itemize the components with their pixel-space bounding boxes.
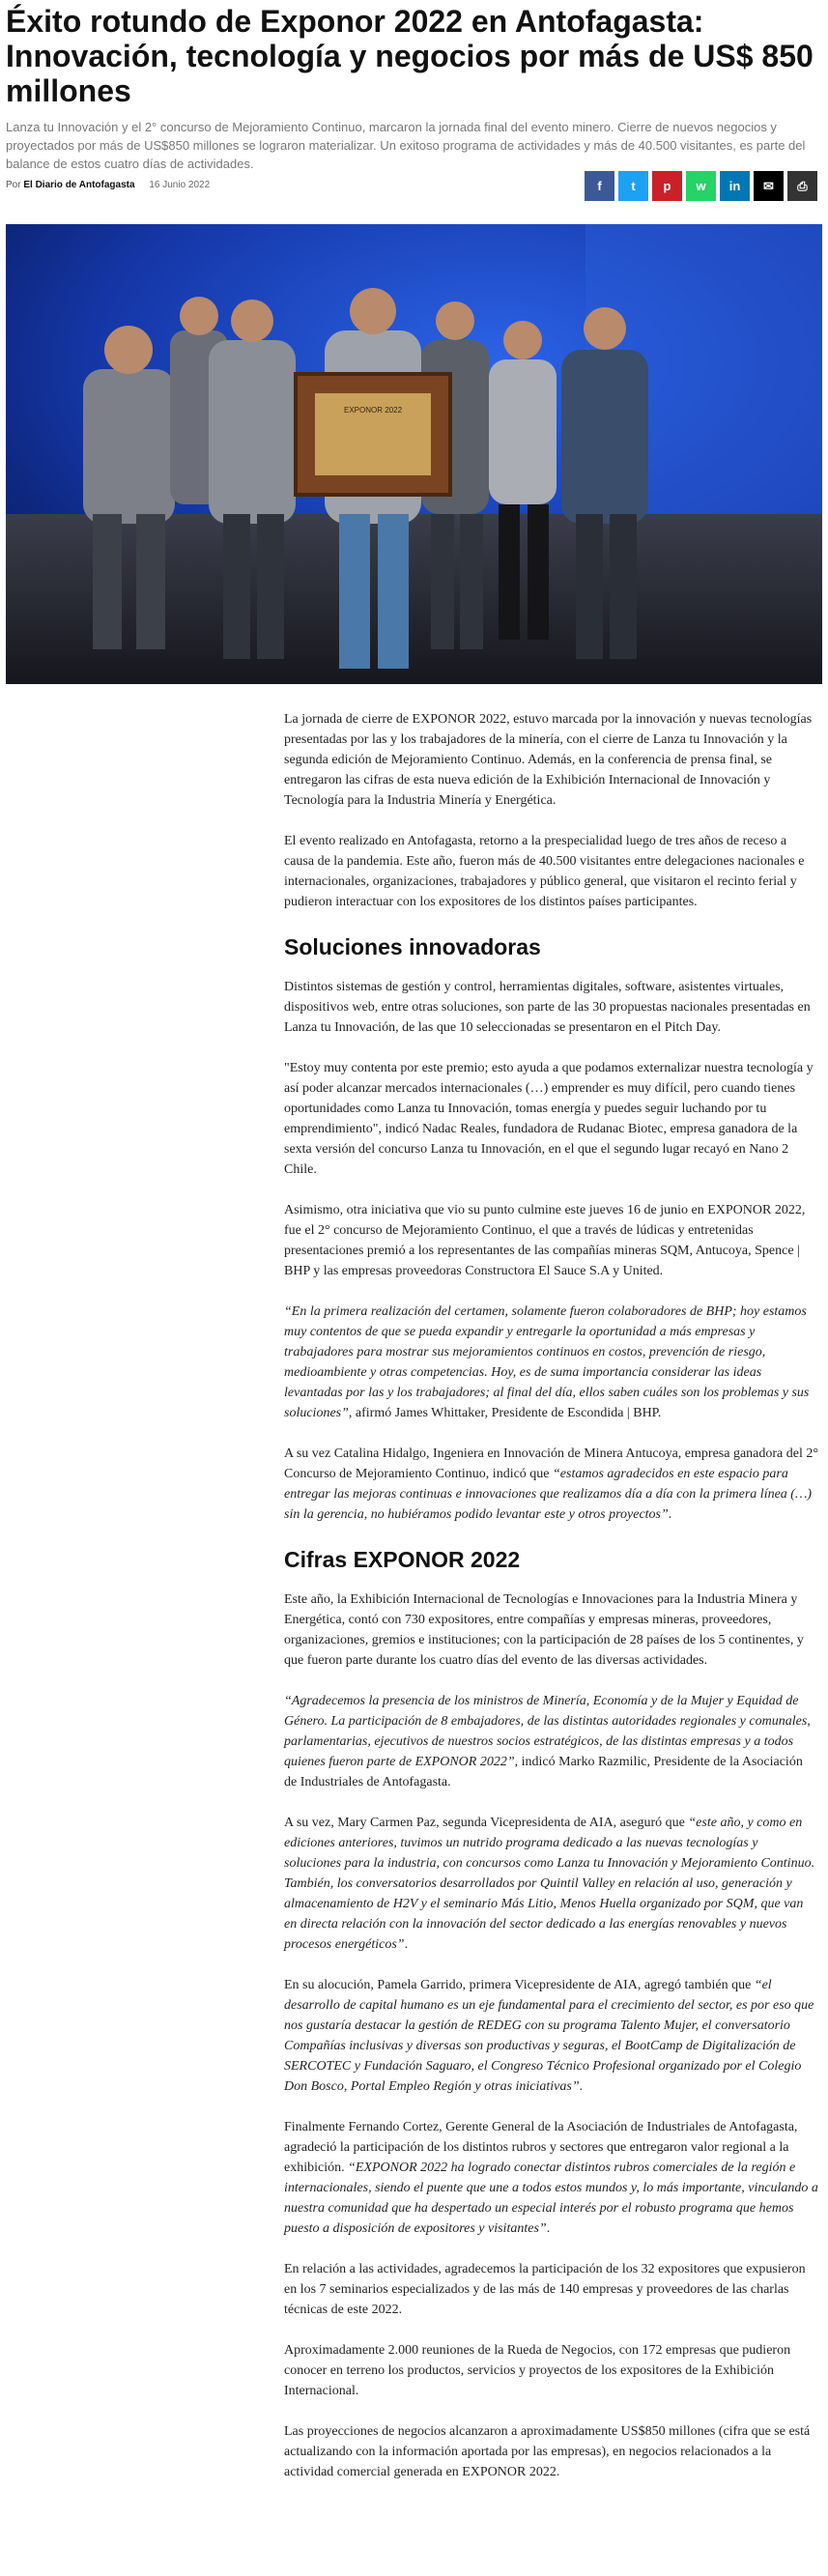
article-meta bbox=[6, 180, 210, 190]
paragraph-lead: A su vez, Mary Carmen Paz, segunda Vicepresidenta de AIA, aseguró que bbox=[284, 1816, 689, 1830]
paragraph bbox=[284, 2117, 818, 2239]
pinterest-icon[interactable]: p bbox=[652, 171, 682, 201]
quote: “el desarrollo de capital humano es un eje fundamental para el crecimiento del sector, es por eso que nos gustaría destacar la gestión de REDEG con su programa Talento Mujer, el conversatorio Compañías inclusivas y diversas son productivas y seguras, el BootCamp de Digitalización de SERCOTEC y Fundación Saguaro, el Congreso Técnico Profesional organizado por el Colegio Don Bosco, Portal Empleo Región y otras iniciativas” bbox=[284, 1978, 814, 2094]
byline-prefix: Por bbox=[6, 180, 21, 190]
quote-attribution: , indicó Marko Razmilic, Presidente de la Asociación de Industriales de Antofagasta. bbox=[284, 1755, 803, 1789]
paragraph bbox=[284, 1691, 818, 1792]
article-subtitle: Lanza tu Innovación y el 2° concurso de Mejoramiento Continuo, marcaron la jornada final del evento minero. Cierre de nuevos negocios y proyectados por más de US$850 millones se lograron materializar. Un exitoso programa de actividades y más de 40.500 visitantes, es parte del balance de estos cuatro días de actividades. bbox=[6, 120, 806, 171]
whatsapp-icon[interactable]: w bbox=[686, 171, 716, 201]
section-heading: Cifras EXPONOR 2022 bbox=[284, 1547, 521, 1572]
print-icon[interactable]: ⎙ bbox=[787, 171, 817, 201]
paragraph-lead: Finalmente Fernando Cortez, Gerente General de la Asociación de Industriales de Antofagasta, agradeció la participación de los distintos rubros y sectores que entregaron valor regional a la exhibición. bbox=[284, 2120, 798, 2175]
paragraph: El evento realizado en Antofagasta, retorno a la prespecialidad luego de tres años de receso a causa de la pandemia. Este año, fueron más de 40.500 visitantes entre delegaciones nacionales e internacionales, organizaciones, trabajadores y público general, que visitaron el recinto ferial y pudieron interactuar con los expositores de los distintos países participantes. bbox=[284, 834, 805, 909]
paragraph-tail: . bbox=[668, 1507, 672, 1522]
paragraph: Las proyecciones de negocios alcanzaron a aproximadamente US$850 millones (cifra que se está actualizando con la información aportada por las empresas), en negocios relacionados a la actividad comercial generada en EXPONOR 2022. bbox=[284, 2424, 811, 2479]
paragraph bbox=[284, 1975, 818, 2097]
author-link[interactable]: El Diario de Antofagasta bbox=[23, 180, 135, 190]
paragraph-tail: . bbox=[579, 2079, 584, 2094]
publish-date: 16 Junio 2022 bbox=[149, 180, 211, 190]
paragraph: En relación a las actividades, agradecemos la participación de los 32 expositores que expusieron en los 7 seminarios especializados y de las más de 140 empresas y proveedores de las charlas técnicas de este 2022. bbox=[284, 2262, 806, 2317]
paragraph bbox=[284, 1813, 818, 1955]
quote-attribution: , afirmó James Whittaker, Presidente de Escondida | BHP. bbox=[348, 1406, 662, 1420]
quote: “estamos agradecidos en este espacio para entregar las mejoras continuas e innovaciones que realizamos día a día con la primera línea (…) sin la gerencia, no hubiéramos podido levantar este y otros proyectos” bbox=[284, 1467, 813, 1522]
paragraph: Aproximadamente 2.000 reuniones de la Rueda de Negocios, con 172 empresas que pudieron conocer en terreno los productos, servicios y proyectos de los expositores de la Exhibición Internacional. bbox=[284, 2343, 791, 2398]
quote: “Agradecemos la presencia de los ministros de Minería, Economía y de la Mujer y Equidad de Género. La participación de 8 embajadores, de las distintas autoridades regionales y comunales, parlamentarias, ejecutivos de nuestros socios estratégicos, de las distintas empresas y a todos quienes fueron parte de EXPONOR 2022” bbox=[284, 1694, 811, 1769]
article-photo bbox=[6, 224, 822, 684]
paragraph-tail: . bbox=[404, 1937, 409, 1952]
linkedin-icon[interactable]: in bbox=[720, 171, 750, 201]
twitter-icon[interactable]: t bbox=[618, 171, 648, 201]
email-icon[interactable]: ✉ bbox=[754, 171, 784, 201]
share-bar bbox=[585, 171, 817, 201]
paragraph bbox=[284, 1444, 818, 1525]
quote: “este año, y como en ediciones anteriores, tuvimos un nutrido programa dedicado a las nuevas tecnologías y soluciones para la industria, con concursos como Lanza tu Innovación y Mejoramiento Continuo. También, los conversatorios desarrollados por Quintil Valley en relación al uso, generación y almacenamiento de H2V y el seminario Más Litio, Menos Huella organizado por SQM, que van en directa relación con la innovación del sector dedicado a las energías renovables y nuevos procesos energéticos” bbox=[284, 1816, 815, 1952]
plaque-title: EXPONOR 2022 bbox=[343, 406, 403, 415]
paragraph-lead: A su vez Catalina Hidalgo, Ingeniera en Innovación de Minera Antucoya, empresa ganadora del 2° Concurso de Mejoramiento Continuo, indicó que bbox=[284, 1446, 818, 1481]
section-heading: Soluciones innovadoras bbox=[284, 934, 541, 959]
paragraph: "Estoy muy contenta por este premio; esto ayuda a que podamos externalizar nuestra tecnología y así poder alcanzar mercados internacionales (…) emprender es muy difícil, pero cuando tienes oportunidades como Lanza tu Innovación, tomas energía y puedes seguir luchando por tu emprendimiento", indicó Nadac Reales, fundadora de Rudanac Biotec, empresa ganadora de la sexta versión del concurso Lanza tu Innovación, en el que el segundo lugar recayó en Nano 2 Chile. bbox=[284, 1061, 814, 1177]
article-body bbox=[284, 709, 818, 2503]
group-photo-illustration bbox=[6, 224, 822, 684]
paragraph: Distintos sistemas de gestión y control, herramientas digitales, software, asistentes virtuales, dispositivos web, entre otras soluciones, son parte de las 30 propuestas nacionales presentadas en Lanza tu Innovación, de las que 10 seleccionadas se presentaron en el Pitch Day. bbox=[284, 980, 811, 1035]
quote: “EXPONOR 2022 ha logrado conectar distintos rubros comerciales de la región e internacionales, siendo el puente que une a todos estos mundos y, lo más importante, vinculando a nuestra comunidad que ha despertado un especial interés por el robusto programa que hemos puesto a disposición de expositores y visitantes” bbox=[284, 2161, 818, 2236]
facebook-icon[interactable]: f bbox=[585, 171, 614, 201]
quote: “En la primera realización del certamen, solamente fueron colaboradores de BHP; hoy estamos muy contentos de que se pueda expandir y entregarle la oportunidad a más empresas y trabajadores para mostrar sus mejoramientos continuos en costos, prevención de riesgo, medioambiente y otras competencias. Hoy, es de suma importancia considerar las ideas levantadas por las y los trabajadores; al final del día, ellos saben cuáles son los problemas y sus soluciones” bbox=[284, 1304, 810, 1420]
paragraph bbox=[284, 1302, 818, 1423]
article-title: Éxito rotundo de Exponor 2022 en Antofagasta: Innovación, tecnología y negocios por más de US$ 850 millones bbox=[6, 4, 814, 108]
paragraph-lead: En su alocución, Pamela Garrido, primera Vicepresidente de AIA, agregó también que bbox=[284, 1978, 755, 1992]
paragraph: Este año, la Exhibición Internacional de Tecnologías e Innovaciones para la Industria Minera y Energética, contó con 730 expositores, entre compañías y empresas mineras, proveedores, organizaciones, gremios e instituciones; con la participación de 28 países de los 5 continentes, y que fueron parte durante los cuatro días del evento de las diversas actividades. bbox=[284, 1592, 804, 1668]
paragraph: La jornada de cierre de EXPONOR 2022, estuvo marcada por la innovación y nuevas tecnologías presentadas por las y los trabajadores de la minería, con el cierre de Lanza tu Innovación y la segunda edición de Mejoramiento Continuo. Además, en la conferencia de prensa final, se entregaron las cifras de esta nueva edición de la Exhibición Internacional de Innovación y Tecnología para la Industria Minería y Energética. bbox=[284, 712, 813, 808]
paragraph: Asimismo, otra iniciativa que vio su punto culmine este jueves 16 de junio en EXPONOR 2022, fue el 2° concurso de Mejoramiento Continuo, el que a través de lúdicas y entretenidas presentaciones premió a los representantes de las compañías mineras SQM, Antucoya, Spence | BHP y las empresas proveedoras Constructora El Sauce S.A y United. bbox=[284, 1203, 806, 1278]
paragraph-tail: . bbox=[546, 2221, 551, 2236]
